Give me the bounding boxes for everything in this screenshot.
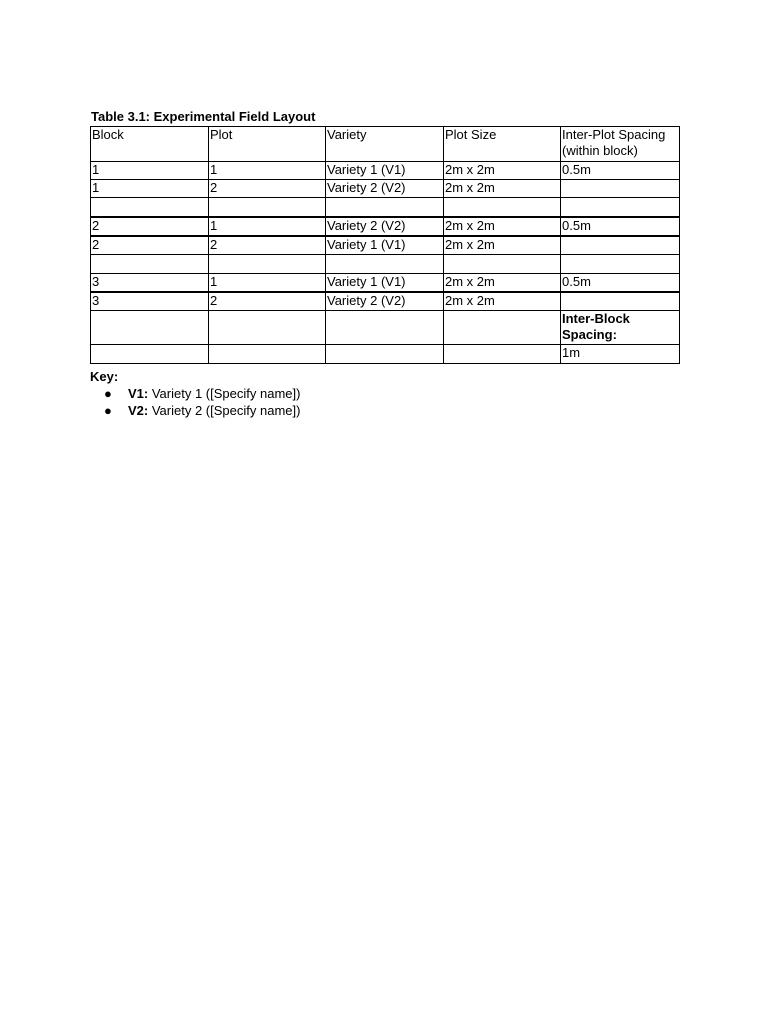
table-row [91, 311, 680, 345]
cell-plot-size [444, 345, 561, 364]
cell-plot: 2 [209, 236, 326, 255]
header-inter-plot-spacing: Inter-Plot Spacing (within block) [561, 127, 680, 162]
cell-variety: Variety 2 (V2) [326, 292, 444, 311]
cell-block: 1 [91, 162, 209, 180]
cell-plot-size: 2m x 2m [444, 180, 561, 198]
cell-variety [326, 345, 444, 364]
cell-block [91, 255, 209, 274]
cell-variety: Variety 1 (V1) [326, 274, 444, 293]
cell-variety [326, 255, 444, 274]
table-row-spacer [91, 198, 680, 218]
cell-plot-size [444, 311, 561, 345]
cell-plot-size [444, 198, 561, 218]
bullet-icon: ● [104, 386, 112, 401]
key-text: Variety 1 ([Specify name]) [148, 386, 301, 401]
cell-plot: 1 [209, 274, 326, 293]
cell-plot [209, 255, 326, 274]
header-variety: Variety [326, 127, 444, 162]
cell-block: 2 [91, 236, 209, 255]
cell-plot-size: 2m x 2m [444, 274, 561, 293]
cell-spacing [561, 236, 680, 255]
cell-block: 1 [91, 180, 209, 198]
cell-spacing [561, 255, 680, 274]
key-code: V1: [128, 386, 149, 401]
cell-plot [209, 198, 326, 218]
cell-plot [209, 311, 326, 345]
key-section [90, 368, 300, 419]
cell-spacing [561, 292, 680, 311]
cell-block [91, 345, 209, 364]
header-block: Block [91, 127, 209, 162]
list-item [90, 402, 300, 419]
cell-plot: 1 [209, 162, 326, 180]
table-row [91, 180, 680, 198]
cell-spacing: 0.5m [561, 217, 680, 236]
header-plot-size: Plot Size [444, 127, 561, 162]
cell-block: 2 [91, 217, 209, 236]
table-row [91, 292, 680, 311]
cell-block: 3 [91, 274, 209, 293]
cell-spacing: 0.5m [561, 162, 680, 180]
cell-variety: Variety 1 (V1) [326, 162, 444, 180]
bullet-icon: ● [104, 403, 112, 418]
table-row [91, 217, 680, 236]
cell-block: 3 [91, 292, 209, 311]
table-row [91, 236, 680, 255]
cell-variety [326, 311, 444, 345]
table-row [91, 162, 680, 180]
table-row [91, 345, 680, 364]
cell-plot-size [444, 255, 561, 274]
table-caption: Table 3.1: Experimental Field Layout [91, 109, 316, 124]
cell-variety: Variety 2 (V2) [326, 180, 444, 198]
inter-block-spacing-label: Inter-Block Spacing: [561, 311, 680, 345]
field-layout-table [90, 126, 680, 364]
cell-spacing [561, 180, 680, 198]
cell-plot-size: 2m x 2m [444, 217, 561, 236]
header-plot: Plot [209, 127, 326, 162]
table-header-row [91, 127, 680, 162]
cell-plot [209, 345, 326, 364]
cell-block [91, 198, 209, 218]
cell-spacing [561, 198, 680, 218]
cell-plot: 1 [209, 217, 326, 236]
cell-variety: Variety 2 (V2) [326, 217, 444, 236]
inter-block-spacing-value: 1m [561, 345, 680, 364]
cell-plot: 2 [209, 292, 326, 311]
cell-block [91, 311, 209, 345]
key-code: V2: [128, 403, 149, 418]
table-row-spacer [91, 255, 680, 274]
cell-variety [326, 198, 444, 218]
key-text: Variety 2 ([Specify name]) [148, 403, 301, 418]
key-list [90, 385, 300, 419]
cell-plot: 2 [209, 180, 326, 198]
cell-plot-size: 2m x 2m [444, 162, 561, 180]
cell-spacing: 0.5m [561, 274, 680, 293]
cell-plot-size: 2m x 2m [444, 292, 561, 311]
table-row [91, 274, 680, 293]
cell-variety: Variety 1 (V1) [326, 236, 444, 255]
key-title: Key: [90, 369, 119, 384]
list-item [90, 385, 300, 402]
cell-plot-size: 2m x 2m [444, 236, 561, 255]
